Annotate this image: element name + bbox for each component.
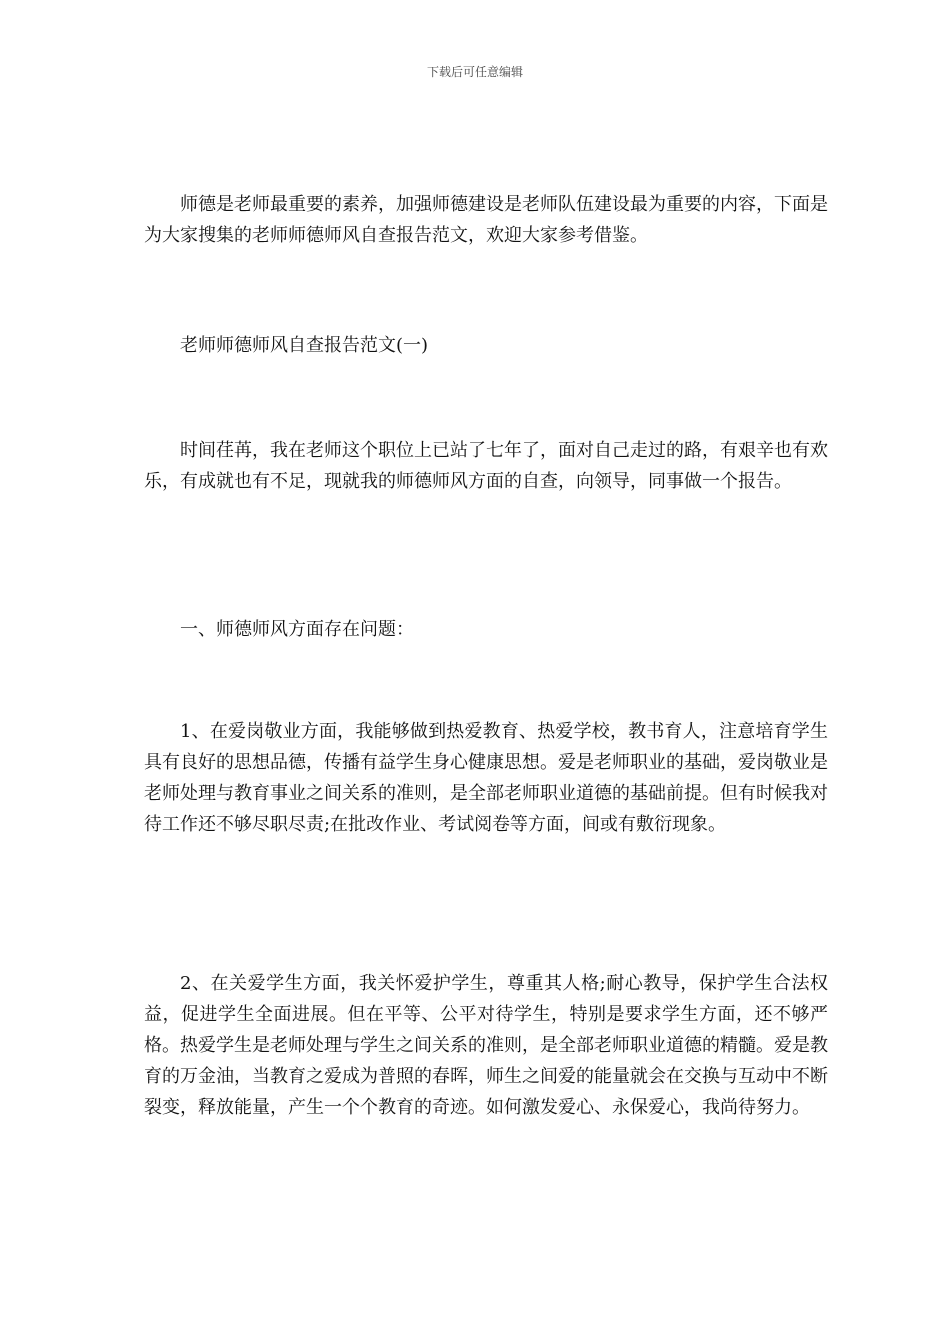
point-2-paragraph: 2、在关爱学生方面，我关怀爱护学生，尊重其人格;耐心教导，保护学生合法权益，促进学生全面进展。但在平等、公平对待学生，特别是要求学生方面，还不够严格。热爱学生是老师处理与学生之间关系的准则，是全部老师职业道德的精髓。爱是教育的万金油，当教育之爱成为普照的春晖，师生之间爱的能量就会在交换与互动中不断裂变，释放能量，产生一个个教育的奇迹。如何激发爱心、永保爱心，我尚待努力。: [144, 973, 828, 1118]
page-header-note: 下载后可任意编辑: [426, 65, 523, 79]
opening-paragraph: 时间荏苒，我在老师这个职位上已站了七年了，面对自己走过的路，有艰辛也有欢乐，有成就也有不足，现就我的师德师风方面的自查，向领导，同事做一个报告。: [144, 440, 828, 492]
intro-paragraph: 师德是老师最重要的素养，加强师德建设是老师队伍建设最为重要的内容，下面是为大家搜集的老师师德师风自查报告范文，欢迎大家参考借鉴。: [144, 194, 828, 246]
section-title: 老师师德师风自查报告范文(一): [180, 335, 429, 356]
point-1-paragraph: 1、在爱岗敬业方面，我能够做到热爱教育、热爱学校，教书育人，注意培育学生具有良好的思想品德，传播有益学生身心健康思想。爱是老师职业的基础，爱岗敬业是老师处理与教育事业之间关系的准则，是全部老师职业道德的基础前提。但有时候我对待工作还不够尽职尽责;在批改作业、考试阅卷等方面，间或有敷衍现象。: [144, 721, 828, 835]
problems-heading: 一、师德师风方面存在问题：: [180, 619, 414, 640]
